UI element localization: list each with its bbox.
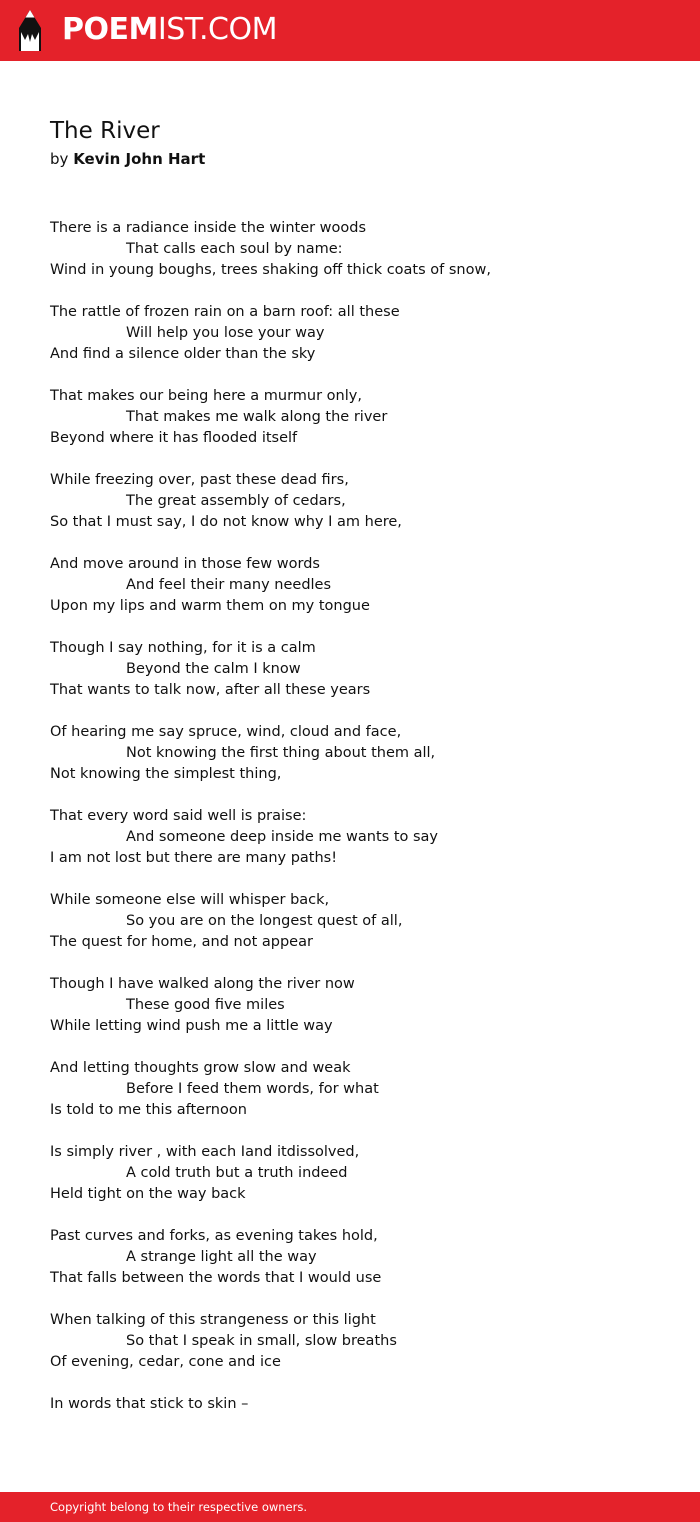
stanza — [50, 806, 670, 869]
pencil-tip-icon[interactable] — [17, 10, 43, 51]
stanza — [50, 1058, 670, 1121]
poem-line: And feel their many needles — [126, 577, 332, 593]
poem-line: Of hearing me say spruce, wind, cloud and face, — [50, 724, 402, 740]
poem-line: Though I have walked along the river now — [50, 976, 355, 992]
author-name: Kevin John Hart — [73, 150, 206, 168]
poem-line: While someone else will whisper back, — [50, 892, 330, 908]
poem-line: There is a radiance inside the winter woods — [50, 220, 367, 236]
stanza — [50, 890, 670, 953]
poem-line: Not knowing the first thing about them all, — [126, 745, 436, 761]
poem-line: The quest for home, and not appear — [50, 934, 313, 950]
poem-line: Is told to me this afternoon — [50, 1102, 247, 1118]
poem-line: And someone deep inside me wants to say — [126, 829, 439, 845]
poem-line: So you are on the longest quest of all, — [126, 913, 403, 929]
poem-line: Wind in young boughs, trees shaking off thick coats of snow, — [50, 262, 491, 278]
stanza — [50, 638, 670, 701]
site-footer — [0, 1492, 700, 1522]
poem-line: In words that stick to skin – — [50, 1396, 249, 1412]
stanza — [50, 1142, 670, 1205]
poem-line: When talking of this strangeness or this light — [50, 1312, 376, 1328]
stanza — [50, 218, 670, 281]
byline — [50, 148, 205, 170]
poem-line: Before I feed them words, for what — [126, 1081, 379, 1097]
stanza — [50, 722, 670, 785]
poem-line: That every word said well is praise: — [50, 808, 307, 824]
copyright-text: Copyright belong to their respective owners. — [50, 1500, 308, 1514]
site-logo[interactable] — [62, 11, 277, 49]
poem-line: So that I speak in small, slow breaths — [126, 1333, 397, 1349]
poem-body — [50, 218, 670, 1436]
stanza — [50, 302, 670, 365]
poem-line: So that I must say, I do not know why I am here, — [50, 514, 402, 530]
poem-line: Past curves and forks, as evening takes hold, — [50, 1228, 378, 1244]
logo-light-text: IST.COM — [157, 12, 277, 47]
poem-line: The rattle of frozen rain on a barn roof: all these — [50, 304, 400, 320]
poem-line: A cold truth but a truth indeed — [126, 1165, 348, 1181]
poem-line: While freezing over, past these dead firs, — [50, 472, 349, 488]
poem-line: A strange light all the way — [126, 1249, 317, 1265]
poem-line: Of evening, cedar, cone and ice — [50, 1354, 281, 1370]
stanza — [50, 974, 670, 1037]
poem-line: Not knowing the simplest thing, — [50, 766, 282, 782]
poem-line: And find a silence older than the sky — [50, 346, 316, 362]
poem-title: The River — [50, 118, 160, 144]
poem-line: These good five miles — [126, 997, 285, 1013]
poem-line: And letting thoughts grow slow and weak — [50, 1060, 351, 1076]
poem-line: Will help you lose your way — [126, 325, 325, 341]
site-header — [0, 0, 700, 61]
stanza — [50, 1394, 670, 1415]
stanza — [50, 470, 670, 533]
poem-line: Beyond the calm I know — [126, 661, 301, 677]
poem-line: And move around in those few words — [50, 556, 320, 572]
poem-line: I am not lost but there are many paths! — [50, 850, 338, 866]
stanza — [50, 554, 670, 617]
poem-line: That makes our being here a murmur only, — [50, 388, 362, 404]
poem-line: That calls each soul by name: — [126, 241, 343, 257]
poem-line: Though I say nothing, for it is a calm — [50, 640, 316, 656]
poem-line: That wants to talk now, after all these years — [50, 682, 371, 698]
poem-line: That falls between the words that I would use — [50, 1270, 382, 1286]
by-label: by — [50, 150, 69, 168]
poem-line: While letting wind push me a little way — [50, 1018, 333, 1034]
poem-line: Is simply river , with each Iand itdissolved, — [50, 1144, 360, 1160]
poem-line: The great assembly of cedars, — [126, 493, 346, 509]
stanza — [50, 1226, 670, 1289]
poem-line: Held tight on the way back — [50, 1186, 246, 1202]
poem-line: Upon my lips and warm them on my tongue — [50, 598, 370, 614]
stanza — [50, 1310, 670, 1373]
poem-line: That makes me walk along the river — [126, 409, 388, 425]
poem-line: Beyond where it has flooded itself — [50, 430, 298, 446]
logo-bold-text: POEM — [62, 12, 158, 47]
stanza — [50, 386, 670, 449]
